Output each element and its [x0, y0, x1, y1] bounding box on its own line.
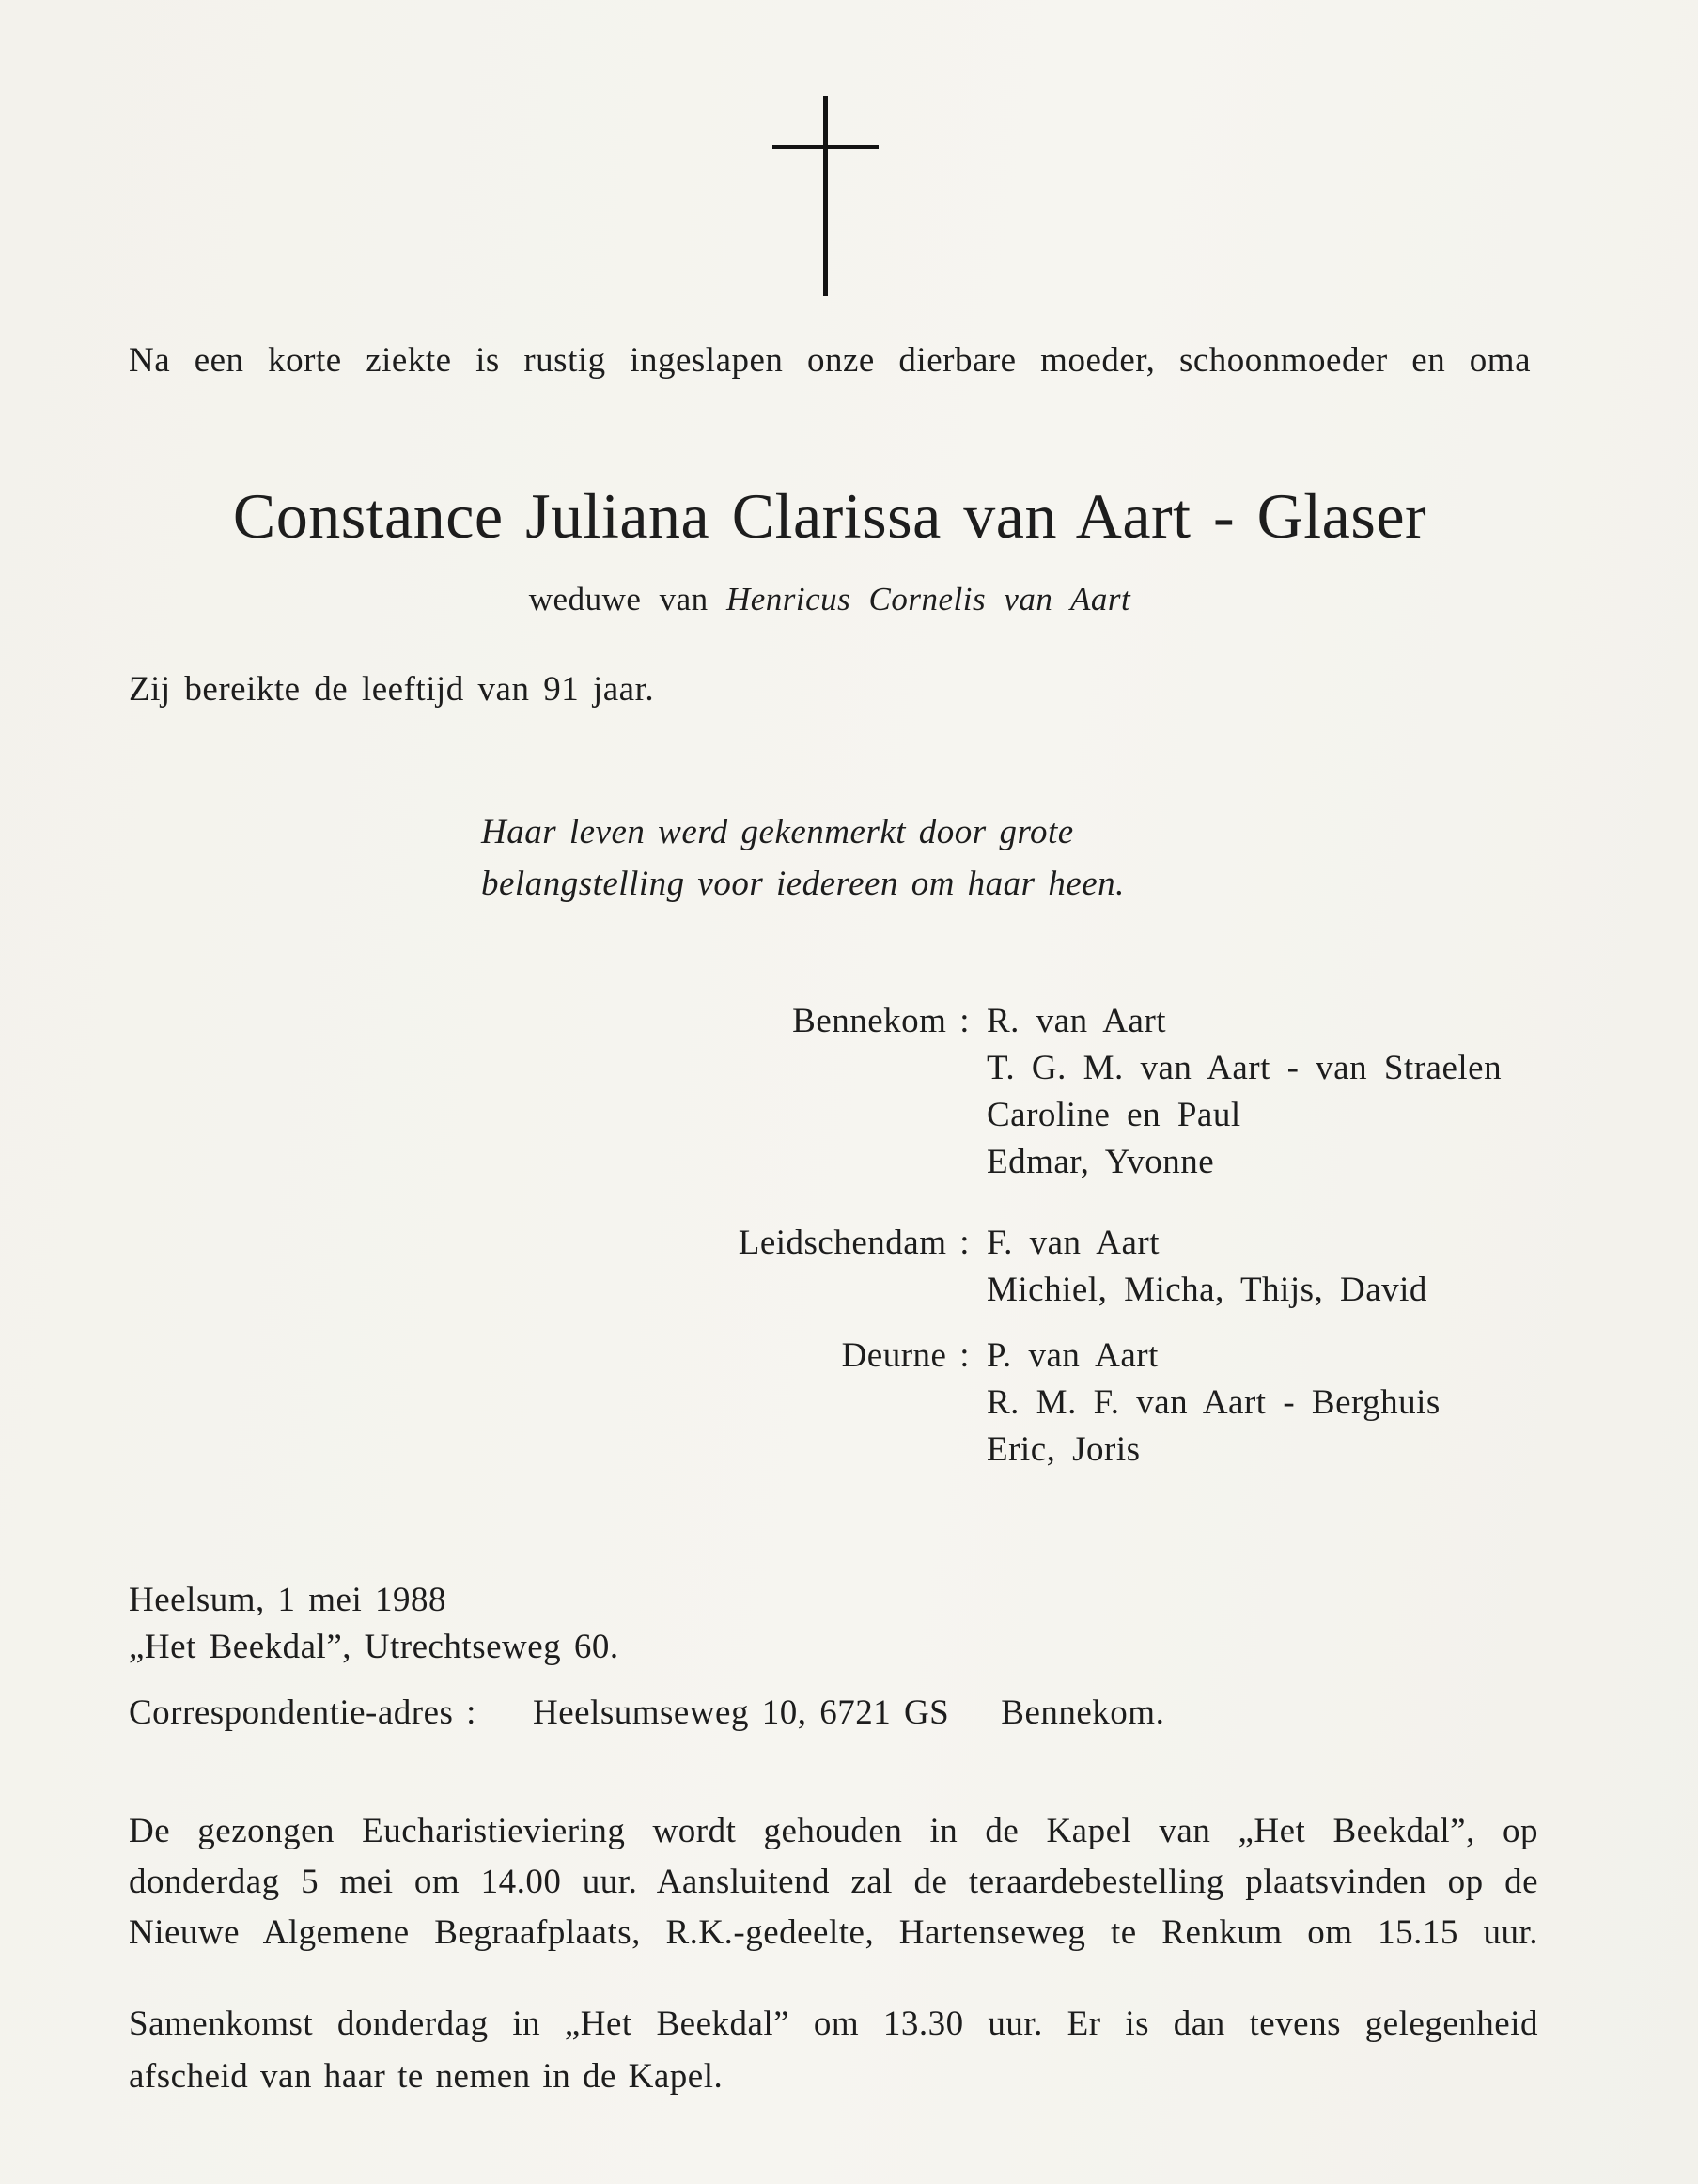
family-location-deurne: Deurne :	[841, 1336, 970, 1375]
family-row	[0, 998, 1698, 1045]
family-row	[0, 1092, 1698, 1139]
family-row	[0, 1380, 1698, 1427]
family-location-bennekom: Bennekom :	[792, 1002, 970, 1040]
age-line: Zij bereikte de leeftijd van 91 jaar.	[129, 670, 655, 709]
family-member-name: F. van Aart	[987, 1224, 1160, 1262]
family-member-name: P. van Aart	[987, 1336, 1159, 1375]
family-member-name: Eric, Joris	[987, 1430, 1141, 1469]
correspondence-city: Bennekom.	[1001, 1693, 1165, 1732]
cross-horizontal-bar	[772, 145, 879, 149]
intro-line: Na een korte ziekte is rustig ingeslapen onze dierbare moeder, schoonmoeder en oma	[129, 341, 1531, 380]
cross-vertical-bar	[823, 96, 828, 296]
residence-line: „Het Beekdal”, Utrechtseweg 60.	[129, 1628, 619, 1666]
family-row	[0, 1045, 1698, 1092]
family-block-leidschendam	[0, 1220, 1698, 1314]
memorial-quote	[481, 806, 1125, 910]
widow-line	[129, 581, 1531, 618]
family-member-name: Edmar, Yvonne	[987, 1143, 1215, 1181]
gathering-paragraph-line1: Samenkomst donderdag in „Het Beekdal” om 13.30 uur. Er is dan tevens gelegenheid	[129, 2005, 1538, 2043]
family-location-spacer	[0, 1267, 970, 1314]
family-member-name: Michiel, Micha, Thijs, David	[987, 1271, 1427, 1309]
place-and-date: Heelsum, 1 mei 1988	[129, 1581, 447, 1619]
deceased-name: Constance Juliana Clarissa van Aart - Glaser	[232, 480, 1427, 552]
family-location-spacer	[0, 1092, 970, 1139]
widow-prefix: weduwe van	[528, 581, 709, 617]
family-location-spacer	[0, 1427, 970, 1474]
service-paragraph-line1: De gezongen Eucharistieviering wordt gehouden in de Kapel van „Het Beekdal”, op	[129, 1812, 1538, 1850]
service-paragraph-line2: donderdag 5 mei om 14.00 uur. Aansluitend zal de teraardebestelling plaatsvinden op de	[129, 1863, 1538, 1901]
service-paragraph	[129, 1806, 1538, 1958]
family-member-name: R. van Aart	[987, 1002, 1167, 1040]
family-row	[0, 1333, 1698, 1380]
family-row	[0, 1139, 1698, 1186]
family-member-name: T. G. M. van Aart - van Straelen	[987, 1049, 1503, 1087]
family-row	[0, 1427, 1698, 1474]
family-block-bennekom	[0, 998, 1698, 1186]
memorial-quote-line2: belangstelling voor iedereen om haar heen.	[481, 865, 1125, 903]
family-row	[0, 1220, 1698, 1267]
widow-of-name: Henricus Cornelis van Aart	[725, 581, 1131, 617]
family-location-leidschendam: Leidschendam :	[738, 1224, 970, 1262]
gathering-paragraph	[129, 1998, 1538, 2103]
service-paragraph-line3: Nieuwe Algemene Begraafplaats, R.K.-gedeelte, Hartenseweg te Renkum om 15.15 uur.	[129, 1913, 1538, 1952]
memorial-quote-line1: Haar leven werd gekenmerkt door grote	[481, 813, 1074, 851]
family-row	[0, 1267, 1698, 1314]
family-location-spacer	[0, 1045, 970, 1092]
family-location-spacer	[0, 1380, 970, 1427]
family-member-name: R. M. F. van Aart - Berghuis	[987, 1383, 1441, 1422]
gathering-paragraph-line2: afscheid van haar te nemen in de Kapel.	[129, 2057, 724, 2096]
family-block-deurne	[0, 1333, 1698, 1474]
correspondence-line	[129, 1693, 1164, 1733]
family-member-name: Caroline en Paul	[987, 1096, 1241, 1134]
correspondence-address: Heelsumseweg 10, 6721 GS	[532, 1693, 950, 1732]
correspondence-label: Correspondentie-adres :	[129, 1693, 476, 1732]
family-location-spacer	[0, 1139, 970, 1186]
dateline	[129, 1577, 619, 1671]
